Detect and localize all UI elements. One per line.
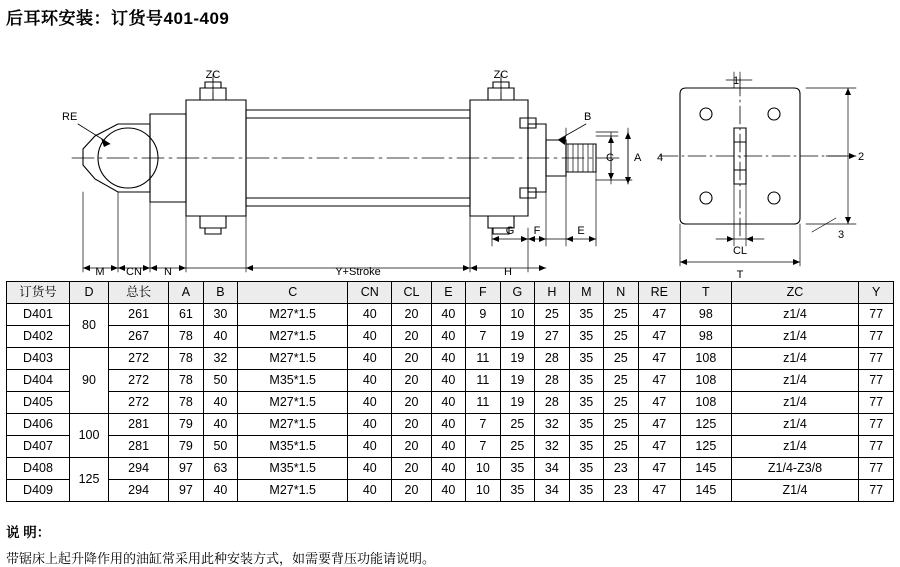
cell-value: 40: [203, 414, 237, 436]
cell-value: 35: [500, 480, 534, 502]
cell-value: 10: [466, 480, 500, 502]
cell-value: 35: [569, 480, 603, 502]
cell-value: M35*1.5: [238, 458, 348, 480]
th-c: C: [238, 282, 348, 304]
th-h: H: [535, 282, 569, 304]
cell-value: 78: [169, 326, 203, 348]
cell-value: 40: [348, 348, 392, 370]
cell-value: 40: [348, 436, 392, 458]
cell-value: 40: [348, 326, 392, 348]
cell-value: 25: [604, 326, 638, 348]
cell-value: 25: [500, 414, 534, 436]
cell-value: 7: [466, 326, 500, 348]
cell-value: z1/4: [731, 436, 859, 458]
cell-value: 19: [500, 326, 534, 348]
cell-value: M35*1.5: [238, 436, 348, 458]
cell-bore-d: 80: [70, 304, 109, 348]
cell-value: 20: [392, 348, 431, 370]
th-a: A: [169, 282, 203, 304]
cell-value: 28: [535, 370, 569, 392]
cell-value: 77: [859, 326, 894, 348]
cell-value: M35*1.5: [238, 370, 348, 392]
cell-order-code: D403: [7, 348, 70, 370]
cell-value: 34: [535, 480, 569, 502]
cell-value: z1/4: [731, 370, 859, 392]
th-re: RE: [638, 282, 681, 304]
th-b: B: [203, 282, 237, 304]
cell-value: 20: [392, 480, 431, 502]
cell-order-code: D402: [7, 326, 70, 348]
cell-value: 11: [466, 370, 500, 392]
cell-value: 20: [392, 370, 431, 392]
cell-value: 40: [203, 326, 237, 348]
th-g: G: [500, 282, 534, 304]
table-body: [7, 304, 894, 502]
cell-value: 63: [203, 458, 237, 480]
label-1: 1: [733, 75, 740, 87]
table-row: [7, 436, 894, 458]
cell-value: 32: [535, 414, 569, 436]
cell-value: 25: [500, 436, 534, 458]
cell-value: 272: [109, 348, 169, 370]
table-row: [7, 348, 894, 370]
cell-value: 294: [109, 458, 169, 480]
cell-value: 40: [431, 304, 465, 326]
cell-order-code: D408: [7, 458, 70, 480]
th-f: F: [466, 282, 500, 304]
cell-value: 78: [169, 370, 203, 392]
cell-value: 35: [569, 370, 603, 392]
label-4: 4: [657, 152, 664, 164]
cell-value: 23: [604, 458, 638, 480]
cell-value: 108: [681, 392, 732, 414]
cell-value: 25: [604, 348, 638, 370]
cell-value: 20: [392, 304, 431, 326]
cell-value: 79: [169, 436, 203, 458]
cell-value: 19: [500, 348, 534, 370]
cell-value: 40: [431, 370, 465, 392]
label-n: N: [164, 266, 172, 278]
cell-value: 19: [500, 392, 534, 414]
cell-value: 78: [169, 392, 203, 414]
cell-value: 40: [431, 348, 465, 370]
cell-value: 40: [348, 304, 392, 326]
cell-value: 77: [859, 370, 894, 392]
cell-value: 77: [859, 392, 894, 414]
label-f: F: [533, 225, 541, 237]
cell-value: 145: [681, 458, 732, 480]
cell-order-code: D409: [7, 480, 70, 502]
cell-value: M27*1.5: [238, 348, 348, 370]
cell-value: 20: [392, 436, 431, 458]
table-row: [7, 326, 894, 348]
spec-table-wrapper: [6, 281, 894, 502]
cell-value: 20: [392, 392, 431, 414]
cell-value: 98: [681, 326, 732, 348]
table-row: [7, 480, 894, 502]
cell-value: 272: [109, 392, 169, 414]
cell-value: 61: [169, 304, 203, 326]
note-block: [6, 521, 886, 567]
page-title: 后耳环安装：订货号401-409: [6, 9, 230, 28]
th-code: 订货号: [7, 282, 70, 304]
cell-value: 7: [466, 436, 500, 458]
cell-value: 9: [466, 304, 500, 326]
cell-value: 108: [681, 348, 732, 370]
cell-value: 47: [638, 458, 681, 480]
cell-order-code: D406: [7, 414, 70, 436]
cell-value: 50: [203, 436, 237, 458]
cell-value: 28: [535, 392, 569, 414]
cylinder-drawing-svg: [0, 32, 900, 281]
cell-value: 47: [638, 304, 681, 326]
cell-value: 25: [535, 304, 569, 326]
th-m: M: [569, 282, 603, 304]
cell-value: 125: [681, 414, 732, 436]
cell-order-code: D404: [7, 370, 70, 392]
cell-value: 30: [203, 304, 237, 326]
cell-value: 47: [638, 436, 681, 458]
cell-value: 23: [604, 480, 638, 502]
cell-value: 11: [466, 392, 500, 414]
cell-value: M27*1.5: [238, 326, 348, 348]
cell-value: 77: [859, 436, 894, 458]
th-n: N: [604, 282, 638, 304]
cell-value: 20: [392, 414, 431, 436]
cell-value: 34: [535, 458, 569, 480]
th-e: E: [431, 282, 465, 304]
cell-value: z1/4: [731, 326, 859, 348]
cell-value: 40: [203, 392, 237, 414]
cell-value: 281: [109, 414, 169, 436]
cell-value: 35: [569, 414, 603, 436]
cell-value: 79: [169, 414, 203, 436]
cell-value: 35: [569, 458, 603, 480]
label-a: A: [634, 152, 642, 164]
th-cl: CL: [392, 282, 431, 304]
table-row: [7, 370, 894, 392]
cell-value: M27*1.5: [238, 304, 348, 326]
cell-value: 47: [638, 370, 681, 392]
th-d: D: [70, 282, 109, 304]
th-zc: ZC: [731, 282, 859, 304]
cell-value: 40: [348, 480, 392, 502]
label-cn: CN: [126, 266, 142, 278]
cell-value: 47: [638, 326, 681, 348]
cell-value: 272: [109, 370, 169, 392]
cell-value: 281: [109, 436, 169, 458]
cell-value: 98: [681, 304, 732, 326]
label-2: 2: [858, 151, 865, 163]
spec-table: [6, 281, 894, 502]
label-h: H: [504, 266, 512, 278]
th-y: Y: [859, 282, 894, 304]
cell-value: z1/4: [731, 414, 859, 436]
cell-value: 20: [392, 326, 431, 348]
cell-value: 40: [348, 458, 392, 480]
cell-value: 35: [569, 326, 603, 348]
label-t: T: [736, 269, 744, 281]
cell-order-code: D407: [7, 436, 70, 458]
cell-value: 35: [569, 392, 603, 414]
cell-value: 40: [348, 370, 392, 392]
cell-value: 35: [500, 458, 534, 480]
cell-value: 77: [859, 414, 894, 436]
cell-order-code: D405: [7, 392, 70, 414]
th-cn: CN: [348, 282, 392, 304]
cell-value: 294: [109, 480, 169, 502]
cell-value: 11: [466, 348, 500, 370]
cell-value: 108: [681, 370, 732, 392]
cell-value: 50: [203, 370, 237, 392]
cell-value: 35: [569, 304, 603, 326]
th-t: T: [681, 282, 732, 304]
cell-value: 10: [500, 304, 534, 326]
cell-value: 40: [431, 480, 465, 502]
th-total-length: 总长: [109, 282, 169, 304]
cell-value: 261: [109, 304, 169, 326]
cell-value: 77: [859, 348, 894, 370]
cell-value: 40: [431, 458, 465, 480]
cell-value: 97: [169, 480, 203, 502]
cell-value: 47: [638, 348, 681, 370]
cell-value: 20: [392, 458, 431, 480]
label-zc-right: ZC: [493, 69, 509, 81]
label-b: B: [584, 111, 592, 123]
cell-value: 77: [859, 458, 894, 480]
cell-value: 25: [604, 392, 638, 414]
label-g: G: [505, 225, 515, 237]
cell-value: 25: [604, 436, 638, 458]
cell-value: M27*1.5: [238, 392, 348, 414]
cell-value: M27*1.5: [238, 414, 348, 436]
label-zc-left: ZC: [205, 69, 221, 81]
cell-value: 40: [348, 414, 392, 436]
cell-bore-d: 125: [70, 458, 109, 502]
cell-value: 40: [348, 392, 392, 414]
cell-value: 40: [431, 326, 465, 348]
cell-value: 32: [203, 348, 237, 370]
cell-value: 40: [431, 414, 465, 436]
cell-order-code: D401: [7, 304, 70, 326]
label-3: 3: [838, 229, 845, 241]
cell-value: 77: [859, 480, 894, 502]
cell-value: 77: [859, 304, 894, 326]
label-re: RE: [62, 111, 78, 123]
cell-value: 125: [681, 436, 732, 458]
cell-value: 35: [569, 436, 603, 458]
table-header-row: [7, 282, 894, 304]
table-row: [7, 458, 894, 480]
cell-value: 40: [431, 392, 465, 414]
cell-value: 40: [203, 480, 237, 502]
cell-value: 78: [169, 348, 203, 370]
cell-value: 47: [638, 392, 681, 414]
table-row: [7, 414, 894, 436]
cell-value: 47: [638, 480, 681, 502]
cell-bore-d: 100: [70, 414, 109, 458]
cell-value: 27: [535, 326, 569, 348]
cell-value: M27*1.5: [238, 480, 348, 502]
cell-value: z1/4: [731, 392, 859, 414]
cell-value: 47: [638, 414, 681, 436]
note-text: 带锯床上起升降作用的油缸常采用此种安装方式，如需要背压功能请说明。: [6, 551, 436, 566]
cell-value: 25: [604, 304, 638, 326]
cell-bore-d: 90: [70, 348, 109, 414]
label-m: M: [95, 266, 105, 278]
label-cl: CL: [732, 245, 748, 257]
cell-value: 35: [569, 348, 603, 370]
cell-value: 28: [535, 348, 569, 370]
technical-drawing: [0, 32, 900, 281]
cell-value: Z1/4: [731, 480, 859, 502]
cell-value: 25: [604, 414, 638, 436]
label-e: E: [577, 225, 585, 237]
cell-value: z1/4: [731, 348, 859, 370]
label-y-stroke: Y+Stroke: [335, 266, 381, 278]
table-row: [7, 392, 894, 414]
cell-value: 32: [535, 436, 569, 458]
cell-value: z1/4: [731, 304, 859, 326]
cell-value: 19: [500, 370, 534, 392]
note-title: 说 明：: [6, 525, 51, 540]
cell-value: 97: [169, 458, 203, 480]
cell-value: Z1/4-Z3/8: [731, 458, 859, 480]
cell-value: 40: [431, 436, 465, 458]
cell-value: 25: [604, 370, 638, 392]
cell-value: 145: [681, 480, 732, 502]
cell-value: 10: [466, 458, 500, 480]
table-row: [7, 304, 894, 326]
cell-value: 267: [109, 326, 169, 348]
cell-value: 7: [466, 414, 500, 436]
label-c: C: [606, 152, 614, 164]
